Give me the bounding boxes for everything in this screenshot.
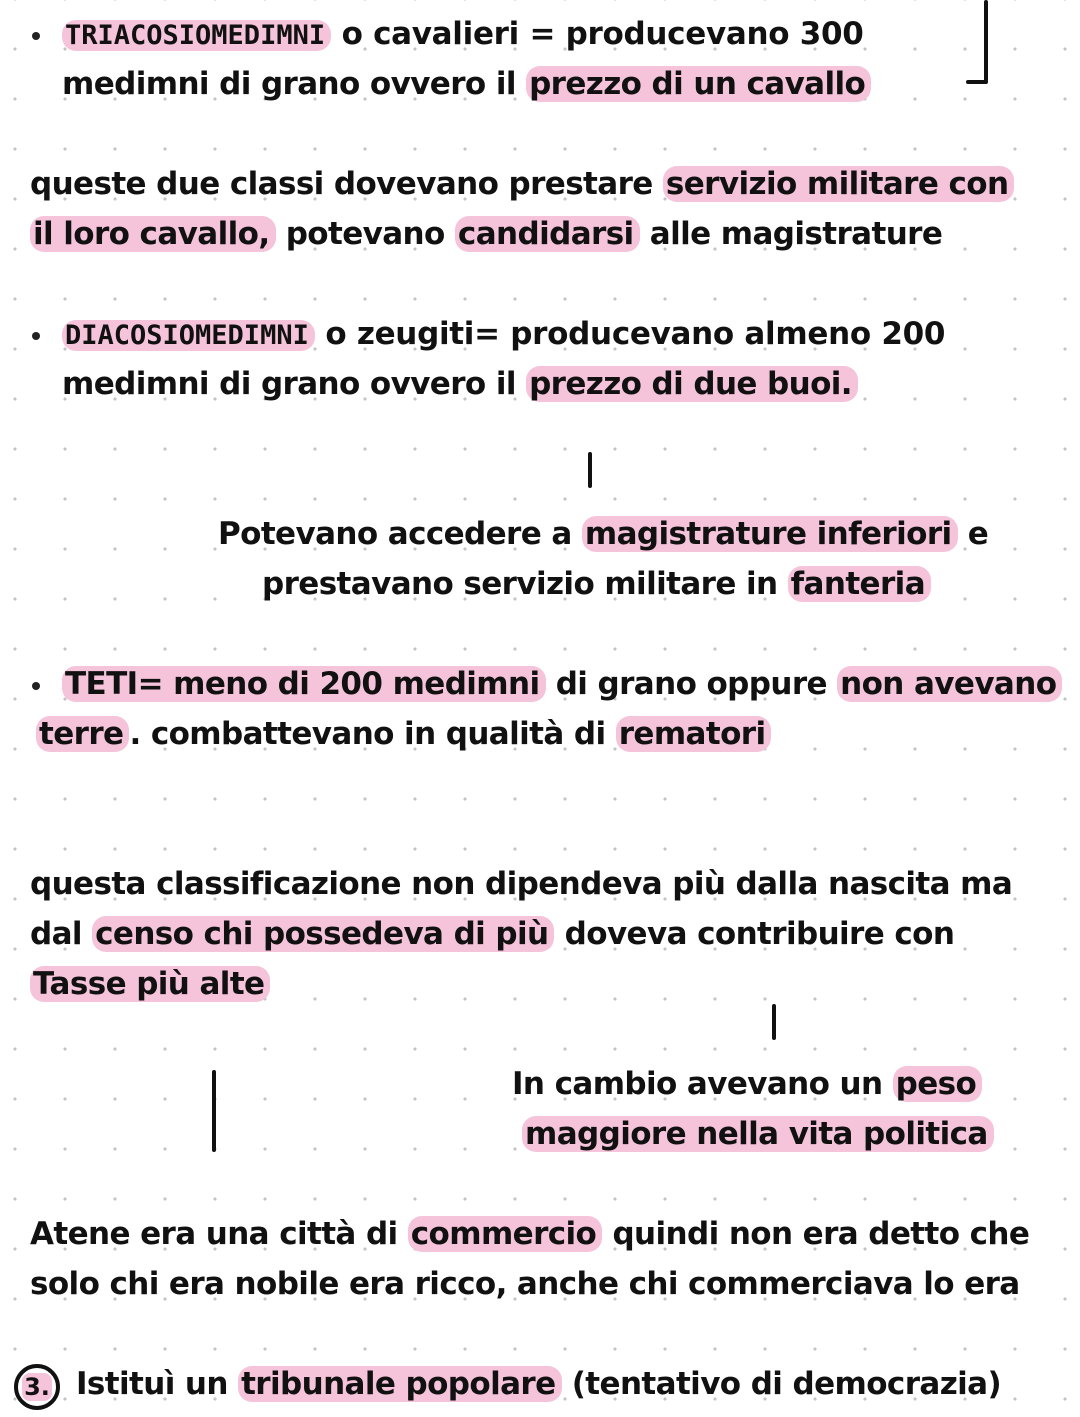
note-line [30,1214,1029,1254]
note-text: solo chi era nobile era ricco, anche chi commerciava lo era [30,1266,1020,1302]
highlighted-term: maggiore nella vita politica [522,1116,994,1152]
note-line [218,514,988,554]
note-line [36,714,771,754]
note-text: questa classificazione non dipendeva più dalla nascita ma [30,866,1013,902]
bracket-line [984,0,988,82]
connector-line [772,1004,776,1040]
note-line [30,214,942,254]
highlighted-term: tribunale popolare [238,1366,561,1402]
highlighted-term: il loro cavallo, [30,216,276,252]
note-text: e [957,516,989,552]
highlighted-term: non avevano [837,666,1062,702]
highlighted-term: TETI= meno di 200 medimni [62,666,546,702]
note-line [30,914,954,954]
note-line [522,1114,994,1154]
bullet-icon [32,32,40,40]
note-text: In cambio avevano un [512,1066,893,1102]
note-text: Istituì un [76,1366,239,1402]
note-line [62,14,864,56]
highlighted-term: candidarsi [455,216,640,252]
note-text: o cavalieri = producevano 300 [331,16,864,52]
highlighted-term: peso [893,1066,983,1102]
note-line [30,164,1014,204]
bullet-icon [32,332,40,340]
note-text: queste due classi dovevano prestare [30,166,663,202]
highlighted-term: servizio militare con [663,166,1015,202]
note-text: Atene era una città di [30,1216,408,1252]
note-text: (tentativo di democrazia) [561,1366,1002,1402]
connector-line [588,452,592,488]
highlighted-term: Tasse più alte [30,966,270,1002]
highlighted-term: DIACOSIOMEDIMNI [62,320,315,351]
note-text: doveva contribuire con [554,916,955,952]
highlighted-term: rematori [616,716,772,752]
note-text: quindi non era detto che [602,1216,1030,1252]
note-text: di grano oppure [545,666,838,702]
note-text: . combattevano in qualità di [129,716,616,752]
bracket-line [966,80,988,84]
highlighted-term: prezzo di due buoi. [526,366,858,402]
bullet-icon [32,682,40,690]
note-text: prestavano servizio militare in [262,566,788,602]
note-line [30,964,270,1004]
note-line [512,1064,982,1104]
highlighted-term: prezzo di un cavallo [526,66,871,102]
note-text: potevano [275,216,455,252]
note-text: medimni di grano ovvero il [62,66,527,102]
highlighted-term: terre [36,716,129,752]
number-label: 3. [24,1373,50,1401]
note-line [30,864,1012,904]
note-line [62,364,858,404]
highlighted-term: magistrature inferiori [582,516,958,552]
note-line [62,64,871,104]
highlighted-term: TRIACOSIOMEDIMNI [62,20,331,51]
note-line [76,1364,1001,1404]
note-text: o zeugiti= producevano almeno 200 [314,316,946,352]
note-line [30,1264,1020,1304]
note-line [62,664,1062,704]
connector-line [212,1070,216,1152]
note-line [262,564,931,604]
note-line [62,314,945,356]
note-text: Potevano accedere a [218,516,582,552]
note-text: alle magistrature [639,216,943,252]
highlighted-term: fanteria [788,566,931,602]
note-text: medimni di grano ovvero il [62,366,527,402]
highlighted-term: commercio [408,1216,603,1252]
note-text: dal [30,916,93,952]
highlighted-term: censo chi possedeva di più [92,916,554,952]
circled-number [14,1364,60,1410]
